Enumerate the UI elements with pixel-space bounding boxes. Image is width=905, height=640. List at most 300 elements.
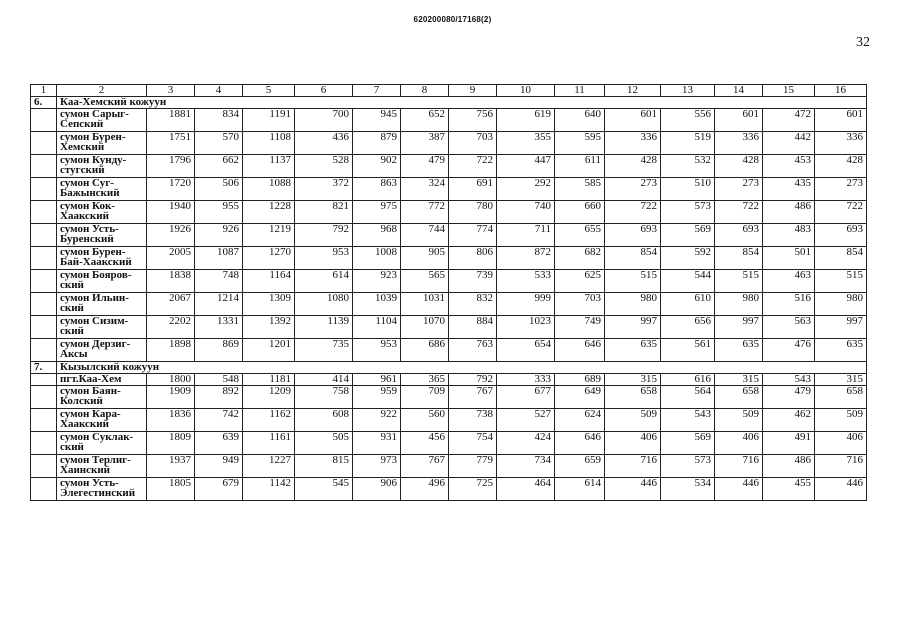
value-cell: 1809	[147, 432, 195, 455]
value-cell: 447	[497, 155, 555, 178]
value-cell: 479	[401, 155, 449, 178]
column-header: 16	[815, 85, 867, 97]
value-cell: 834	[195, 109, 243, 132]
table-row	[31, 109, 867, 132]
settlement-name-line: пгт.Каа-Хем	[60, 373, 122, 385]
value-cell: 906	[353, 478, 401, 501]
value-cell: 472	[763, 109, 815, 132]
value-cell: 686	[401, 339, 449, 362]
value-cell: 601	[815, 109, 867, 132]
value-cell: 1940	[147, 201, 195, 224]
value-cell: 1796	[147, 155, 195, 178]
value-cell: 573	[661, 455, 715, 478]
value-cell: 273	[715, 178, 763, 201]
settlement-name	[57, 247, 147, 270]
value-cell: 725	[449, 478, 497, 501]
value-cell: 273	[815, 178, 867, 201]
settlement-name-line: сумон Суклак-	[60, 431, 134, 443]
value-cell: 854	[605, 247, 661, 270]
value-cell: 997	[605, 316, 661, 339]
value-cell: 931	[353, 432, 401, 455]
empty-cell	[31, 224, 57, 247]
value-cell: 509	[815, 409, 867, 432]
column-header: 4	[195, 85, 243, 97]
value-cell: 1227	[243, 455, 295, 478]
value-cell: 1164	[243, 270, 295, 293]
value-cell: 1023	[497, 316, 555, 339]
value-cell: 516	[763, 293, 815, 316]
value-cell: 1087	[195, 247, 243, 270]
value-cell: 624	[555, 409, 605, 432]
value-cell: 446	[605, 478, 661, 501]
value-cell: 614	[555, 478, 605, 501]
value-cell: 428	[605, 155, 661, 178]
value-cell: 611	[555, 155, 605, 178]
value-cell: 1088	[243, 178, 295, 201]
page-number: 32	[856, 35, 870, 50]
value-cell: 625	[555, 270, 605, 293]
header-row	[31, 85, 867, 97]
settlement-name	[57, 201, 147, 224]
value-cell: 1008	[353, 247, 401, 270]
empty-cell	[31, 455, 57, 478]
value-cell: 689	[555, 374, 605, 386]
value-cell: 453	[763, 155, 815, 178]
section-index: 6.	[31, 97, 57, 109]
value-cell: 652	[401, 109, 449, 132]
empty-cell	[31, 132, 57, 155]
table-row	[31, 386, 867, 409]
value-cell: 619	[497, 109, 555, 132]
value-cell: 905	[401, 247, 449, 270]
value-cell: 2067	[147, 293, 195, 316]
value-cell: 961	[353, 374, 401, 386]
table-row	[31, 432, 867, 455]
data-table	[30, 84, 867, 501]
value-cell: 693	[605, 224, 661, 247]
value-cell: 922	[353, 409, 401, 432]
value-cell: 1331	[195, 316, 243, 339]
value-cell: 709	[401, 386, 449, 409]
settlement-name-line: Буренский	[60, 233, 114, 245]
value-cell: 923	[353, 270, 401, 293]
column-header: 3	[147, 85, 195, 97]
value-cell: 608	[295, 409, 353, 432]
settlement-name-line: сумон Сизим-	[60, 315, 129, 327]
empty-cell	[31, 247, 57, 270]
value-cell: 968	[353, 224, 401, 247]
value-cell: 980	[815, 293, 867, 316]
value-cell: 1031	[401, 293, 449, 316]
value-cell: 646	[555, 432, 605, 455]
value-cell: 1898	[147, 339, 195, 362]
value-cell: 509	[715, 409, 763, 432]
value-cell: 658	[605, 386, 661, 409]
value-cell: 716	[715, 455, 763, 478]
table-row	[31, 155, 867, 178]
value-cell: 548	[195, 374, 243, 386]
section-title: Каа-Хемский кожуун	[57, 97, 867, 109]
value-cell: 564	[661, 386, 715, 409]
settlement-name-line: сумон Терлиг-	[60, 454, 131, 466]
value-cell: 534	[661, 478, 715, 501]
value-cell: 2202	[147, 316, 195, 339]
settlement-name	[57, 224, 147, 247]
value-cell: 677	[497, 386, 555, 409]
value-cell: 462	[763, 409, 815, 432]
value-cell: 372	[295, 178, 353, 201]
value-cell: 1270	[243, 247, 295, 270]
value-cell: 1836	[147, 409, 195, 432]
settlement-name	[57, 132, 147, 155]
value-cell: 336	[815, 132, 867, 155]
column-header: 8	[401, 85, 449, 97]
settlement-name-line: сумон Дерзиг-	[60, 338, 131, 350]
value-cell: 592	[661, 247, 715, 270]
settlement-name-line: Хаакский	[60, 418, 109, 430]
value-cell: 610	[661, 293, 715, 316]
settlement-name-line: стугский	[60, 164, 105, 176]
value-cell: 767	[401, 455, 449, 478]
value-cell: 660	[555, 201, 605, 224]
value-cell: 792	[449, 374, 497, 386]
settlement-name-line: сумон Ильин-	[60, 292, 129, 304]
value-cell: 945	[353, 109, 401, 132]
value-cell: 1137	[243, 155, 295, 178]
settlement-name-line: Аксы	[60, 348, 88, 360]
empty-cell	[31, 178, 57, 201]
empty-cell	[31, 374, 57, 386]
settlement-name-line: Бажынский	[60, 187, 120, 199]
value-cell: 739	[449, 270, 497, 293]
settlement-name-line: сумон Усть-	[60, 223, 119, 235]
value-cell: 1191	[243, 109, 295, 132]
settlement-name	[57, 339, 147, 362]
value-cell: 980	[605, 293, 661, 316]
settlement-name	[57, 386, 147, 409]
settlement-name	[57, 316, 147, 339]
value-cell: 355	[497, 132, 555, 155]
settlement-name	[57, 293, 147, 316]
value-cell: 428	[715, 155, 763, 178]
value-cell: 515	[715, 270, 763, 293]
value-cell: 491	[763, 432, 815, 455]
value-cell: 926	[195, 224, 243, 247]
value-cell: 649	[555, 386, 605, 409]
empty-cell	[31, 293, 57, 316]
value-cell: 884	[449, 316, 497, 339]
value-cell: 573	[661, 201, 715, 224]
column-header: 2	[57, 85, 147, 97]
settlement-name-line: сумон Бояров-	[60, 269, 132, 281]
settlement-name-line: Сепский	[60, 118, 104, 130]
value-cell: 614	[295, 270, 353, 293]
value-cell: 463	[763, 270, 815, 293]
value-cell: 1805	[147, 478, 195, 501]
value-cell: 315	[605, 374, 661, 386]
value-cell: 703	[555, 293, 605, 316]
value-cell: 892	[195, 386, 243, 409]
settlement-name-line: сумон Кунду-	[60, 154, 127, 166]
settlement-name-line: Колский	[60, 395, 103, 407]
value-cell: 519	[661, 132, 715, 155]
value-cell: 722	[715, 201, 763, 224]
value-cell: 560	[401, 409, 449, 432]
table-row	[31, 339, 867, 362]
empty-cell	[31, 339, 57, 362]
value-cell: 693	[715, 224, 763, 247]
value-cell: 273	[605, 178, 661, 201]
value-cell: 315	[715, 374, 763, 386]
value-cell: 1309	[243, 293, 295, 316]
settlement-name-line: Элегестинский	[60, 487, 136, 499]
table-row	[31, 201, 867, 224]
value-cell: 659	[555, 455, 605, 478]
value-cell: 545	[295, 478, 353, 501]
value-cell: 333	[497, 374, 555, 386]
column-header: 15	[763, 85, 815, 97]
column-header: 5	[243, 85, 295, 97]
settlement-name	[57, 109, 147, 132]
value-cell: 1070	[401, 316, 449, 339]
settlement-name-line: ский	[60, 325, 84, 337]
value-cell: 476	[763, 339, 815, 362]
settlement-name-line: сумон Сарыг-	[60, 108, 129, 120]
value-cell: 1909	[147, 386, 195, 409]
value-cell: 406	[605, 432, 661, 455]
table-row	[31, 478, 867, 501]
value-cell: 749	[555, 316, 605, 339]
value-cell: 292	[497, 178, 555, 201]
value-cell: 1080	[295, 293, 353, 316]
table-row	[31, 132, 867, 155]
value-cell: 616	[661, 374, 715, 386]
value-cell: 735	[295, 339, 353, 362]
column-header: 1	[31, 85, 57, 97]
value-cell: 980	[715, 293, 763, 316]
column-header: 13	[661, 85, 715, 97]
value-cell: 532	[661, 155, 715, 178]
value-cell: 658	[815, 386, 867, 409]
value-cell: 716	[815, 455, 867, 478]
value-cell: 479	[763, 386, 815, 409]
value-cell: 1800	[147, 374, 195, 386]
empty-cell	[31, 478, 57, 501]
value-cell: 679	[195, 478, 243, 501]
settlement-name	[57, 409, 147, 432]
value-cell: 570	[195, 132, 243, 155]
value-cell: 635	[605, 339, 661, 362]
value-cell: 501	[763, 247, 815, 270]
value-cell: 315	[815, 374, 867, 386]
value-cell: 414	[295, 374, 353, 386]
value-cell: 324	[401, 178, 449, 201]
settlement-name	[57, 270, 147, 293]
value-cell: 1838	[147, 270, 195, 293]
empty-cell	[31, 109, 57, 132]
column-header: 7	[353, 85, 401, 97]
section-row	[31, 362, 867, 374]
value-cell: 997	[715, 316, 763, 339]
value-cell: 435	[763, 178, 815, 201]
value-cell: 949	[195, 455, 243, 478]
value-cell: 1181	[243, 374, 295, 386]
table-row	[31, 316, 867, 339]
table-row	[31, 224, 867, 247]
value-cell: 821	[295, 201, 353, 224]
settlement-name-line: Хаакский	[60, 210, 109, 222]
value-cell: 955	[195, 201, 243, 224]
value-cell: 1228	[243, 201, 295, 224]
value-cell: 2005	[147, 247, 195, 270]
value-cell: 872	[497, 247, 555, 270]
value-cell: 505	[295, 432, 353, 455]
value-cell: 999	[497, 293, 555, 316]
value-cell: 772	[401, 201, 449, 224]
settlement-name-line: Хемский	[60, 141, 105, 153]
value-cell: 1039	[353, 293, 401, 316]
table-row	[31, 178, 867, 201]
value-cell: 975	[353, 201, 401, 224]
value-cell: 446	[815, 478, 867, 501]
value-cell: 365	[401, 374, 449, 386]
value-cell: 556	[661, 109, 715, 132]
value-cell: 1926	[147, 224, 195, 247]
value-cell: 1937	[147, 455, 195, 478]
value-cell: 815	[295, 455, 353, 478]
value-cell: 734	[497, 455, 555, 478]
value-cell: 1209	[243, 386, 295, 409]
value-cell: 639	[195, 432, 243, 455]
value-cell: 635	[815, 339, 867, 362]
settlement-name-line: сумон Баян-	[60, 385, 121, 397]
value-cell: 779	[449, 455, 497, 478]
settlement-name-line: ский	[60, 302, 84, 314]
empty-cell	[31, 316, 57, 339]
value-cell: 832	[449, 293, 497, 316]
value-cell: 953	[353, 339, 401, 362]
value-cell: 486	[763, 455, 815, 478]
value-cell: 456	[401, 432, 449, 455]
value-cell: 635	[715, 339, 763, 362]
value-cell: 543	[763, 374, 815, 386]
value-cell: 854	[815, 247, 867, 270]
value-cell: 716	[605, 455, 661, 478]
value-cell: 646	[555, 339, 605, 362]
table-row	[31, 374, 867, 386]
value-cell: 758	[295, 386, 353, 409]
value-cell: 527	[497, 409, 555, 432]
value-cell: 387	[401, 132, 449, 155]
settlement-name-line: Хаинский	[60, 464, 111, 476]
value-cell: 973	[353, 455, 401, 478]
value-cell: 1881	[147, 109, 195, 132]
table-row	[31, 409, 867, 432]
settlement-name	[57, 374, 147, 386]
value-cell: 601	[715, 109, 763, 132]
value-cell: 446	[715, 478, 763, 501]
value-cell: 693	[815, 224, 867, 247]
value-cell: 424	[497, 432, 555, 455]
column-header: 9	[449, 85, 497, 97]
value-cell: 854	[715, 247, 763, 270]
settlement-name-line: сумон Кара-	[60, 408, 121, 420]
value-cell: 455	[763, 478, 815, 501]
empty-cell	[31, 201, 57, 224]
section-index: 7.	[31, 362, 57, 374]
settlement-name	[57, 178, 147, 201]
settlement-name-line: Бай-Хаакский	[60, 256, 132, 268]
value-cell: 1142	[243, 478, 295, 501]
table-row	[31, 247, 867, 270]
value-cell: 953	[295, 247, 353, 270]
column-header: 6	[295, 85, 353, 97]
settlement-name-line: сумон Суг-	[60, 177, 114, 189]
value-cell: 997	[815, 316, 867, 339]
value-cell: 902	[353, 155, 401, 178]
value-cell: 655	[555, 224, 605, 247]
value-cell: 496	[401, 478, 449, 501]
settlement-name-line: ский	[60, 279, 84, 291]
value-cell: 780	[449, 201, 497, 224]
value-cell: 658	[715, 386, 763, 409]
empty-cell	[31, 386, 57, 409]
value-cell: 742	[195, 409, 243, 432]
value-cell: 682	[555, 247, 605, 270]
value-cell: 662	[195, 155, 243, 178]
value-cell: 585	[555, 178, 605, 201]
value-cell: 1720	[147, 178, 195, 201]
value-cell: 1108	[243, 132, 295, 155]
settlement-name	[57, 432, 147, 455]
value-cell: 879	[353, 132, 401, 155]
value-cell: 515	[605, 270, 661, 293]
value-cell: 722	[605, 201, 661, 224]
value-cell: 754	[449, 432, 497, 455]
table-row	[31, 270, 867, 293]
value-cell: 336	[715, 132, 763, 155]
value-cell: 565	[401, 270, 449, 293]
column-header: 11	[555, 85, 605, 97]
value-cell: 700	[295, 109, 353, 132]
value-cell: 1214	[195, 293, 243, 316]
value-cell: 561	[661, 339, 715, 362]
value-cell: 595	[555, 132, 605, 155]
value-cell: 601	[605, 109, 661, 132]
table-row	[31, 293, 867, 316]
value-cell: 722	[449, 155, 497, 178]
column-header: 14	[715, 85, 763, 97]
settlement-name-line: ский	[60, 441, 84, 453]
settlement-name	[57, 478, 147, 501]
value-cell: 763	[449, 339, 497, 362]
value-cell: 515	[815, 270, 867, 293]
column-header: 12	[605, 85, 661, 97]
value-cell: 1201	[243, 339, 295, 362]
value-cell: 563	[763, 316, 815, 339]
value-cell: 691	[449, 178, 497, 201]
value-cell: 336	[605, 132, 661, 155]
value-cell: 1162	[243, 409, 295, 432]
value-cell: 506	[195, 178, 243, 201]
value-cell: 863	[353, 178, 401, 201]
value-cell: 486	[763, 201, 815, 224]
value-cell: 569	[661, 224, 715, 247]
value-cell: 748	[195, 270, 243, 293]
empty-cell	[31, 409, 57, 432]
empty-cell	[31, 155, 57, 178]
value-cell: 767	[449, 386, 497, 409]
